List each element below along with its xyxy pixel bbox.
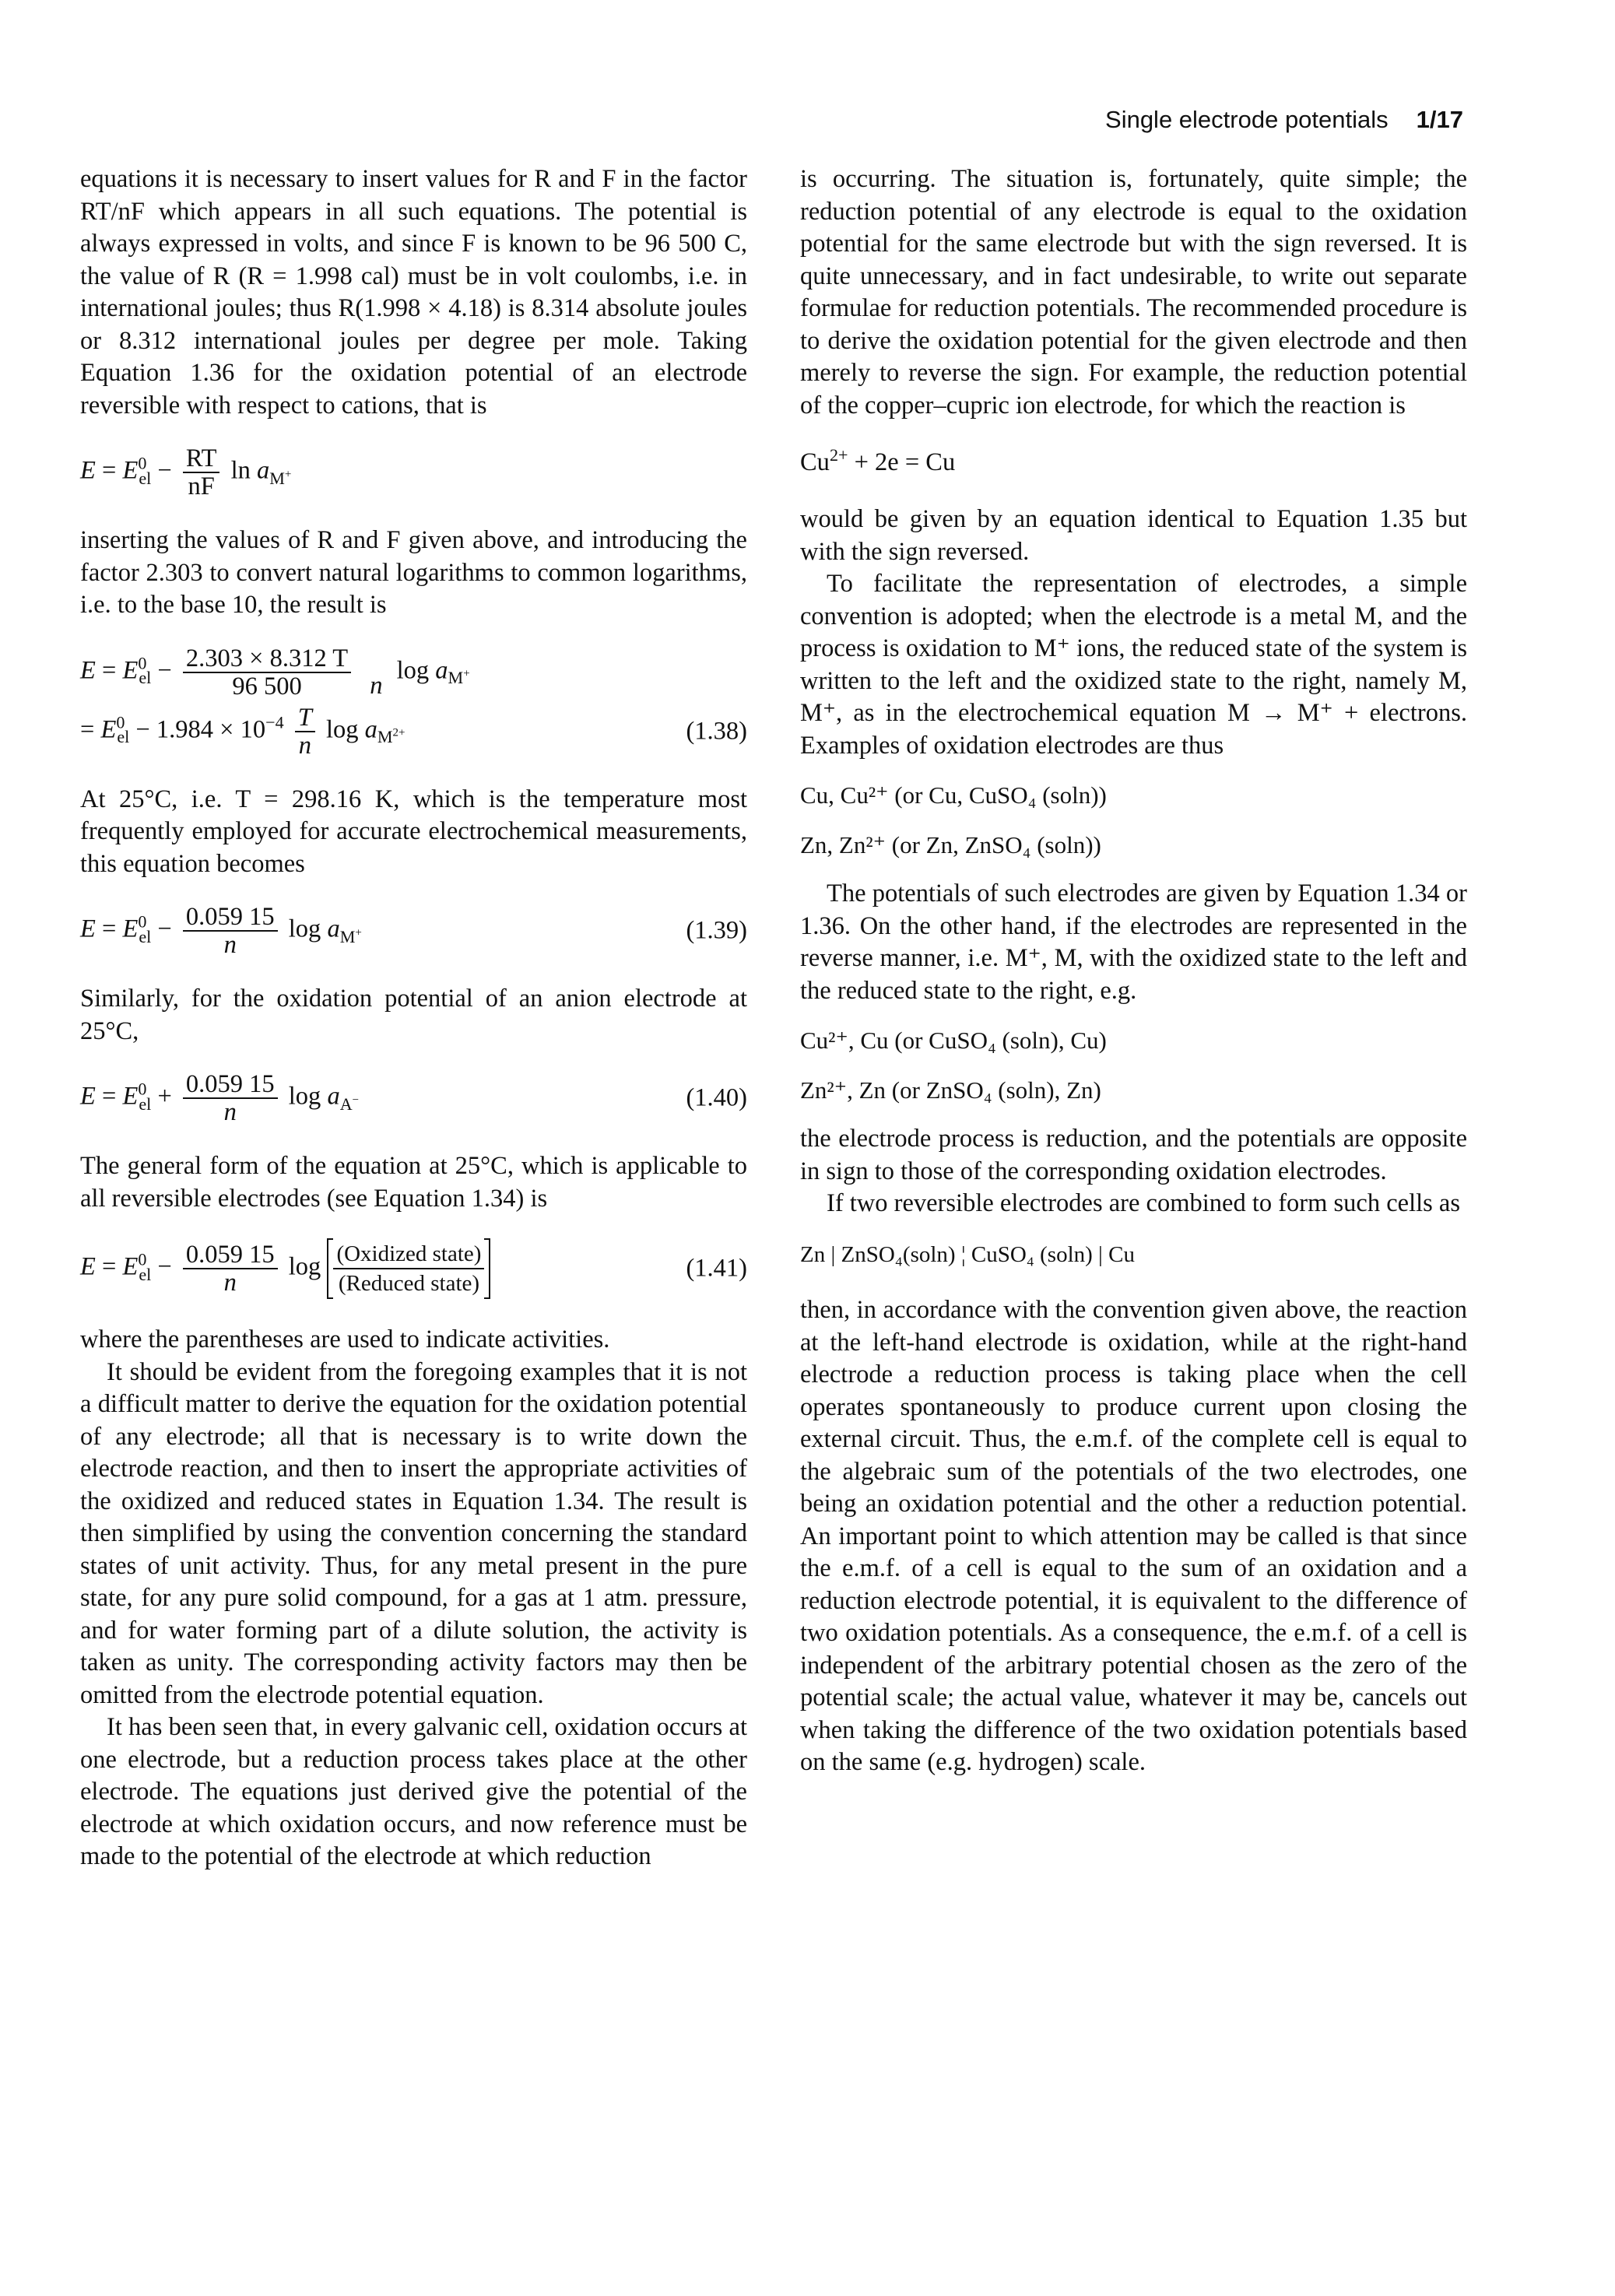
page-number: 1/17 [1416, 106, 1463, 133]
equation-number-1-40: (1.40) [686, 1083, 747, 1112]
left-paragraph-4: Similarly, for the oxidation potential of an anion electrode at 25°C, [80, 985, 747, 1045]
left-paragraph-7: It should be evident from the foregoing examples that it is not a difficult matter to derive the equation for the oxidation potential of any electrode; all that is necessary is to write down the electrode reaction, and then to insert the appropriate activities of the oxidized and reduced states in Equation 1.34. The result is then simplified by using the convention concerning the standard states of unit activity. Thus, for any metal present in the pure state, for any pure solid compound, for a gas at 1 atm. pressure, and for water forming part of a dilute solution, the activity is taken as unity. The corresponding activity factors may then be omitted from the electrode potential equation. [80, 1357, 747, 1709]
left-paragraph-1: equations it is necessary to insert values for R and F in the factor RT/nF which appears in all such equations. The potential is always expressed in volts, and since F is known to be 96 500 C, the value of R (R = 1.998 cal) must be in volt coulombs, i.e. in international joules; thus R(1.998 × 4.18) is 8.314 absolute joules or 8.312 international joules per degree per mole. Taking Equation 1.36 for the oxidation potential of an electrode reversible with respect to cations, that is [80, 165, 747, 420]
equation-copper-reduction: $Cu^{2+} + 2e = Cu$ [800, 444, 956, 476]
left-column [80, 163, 747, 1873]
fraction-denominator: n [223, 1269, 237, 1297]
example-electrode-3: Cu²⁺, Cu (or CuSO₄ (soln), Cu) [800, 1027, 1107, 1055]
right-paragraph-3: To facilitate the representation of electrodes, a simple convention is adopted; when the electrode is a metal M, and the process is oxidation to M⁺ ions, the reduced state of the system is written to the left and the oxidized state to the right, namely M, M⁺, as in the electrochemical equation M → M⁺ + electrons. Examples of oxidation electrodes are thus [800, 570, 1467, 760]
left-paragraph-6: where the parentheses are used to indicate activities. [80, 1325, 610, 1353]
left-paragraph-5: The general form of the equation at 25°C, which is applicable to all reversible electrodes (see Equation 1.34) is [80, 1152, 747, 1213]
equation-number-1-41: (1.41) [686, 1254, 747, 1283]
fraction-numerator: 0.059 15 [183, 1241, 278, 1269]
right-paragraph-4: The potentials of such electrodes are given by Equation 1.34 or 1.36. On the other hand, if the electrodes are represented in the reverse manner, i.e. M⁺, M, with the oxidized state to the left and the reduced state to the right, e.g. [800, 879, 1467, 1005]
fraction-denominator: nF [188, 472, 215, 500]
left-paragraph-8: It has been seen that, in every galvanic cell, oxidation occurs at one electrode, but a reduction process takes place at the other electrode. The equations just derived give the potential of the electrode at which oxidation occurs, and now reference must be made to the potential of the electrode at which reduction [80, 1713, 747, 1870]
example-electrode-2: Zn, Zn²⁺ (or Zn, ZnSO₄ (soln)) [800, 830, 1101, 858]
exponent: −4 [265, 712, 284, 732]
right-column [800, 163, 1467, 1779]
fraction-denominator: n [223, 931, 237, 959]
left-paragraph-2: inserting the values of R and F given above, and introducing the factor 2.303 to convert natural logarithms to common logarithms, i.e. to the base 10, the result is [80, 526, 747, 619]
fraction-numerator: 2.303 × 8.312 T [183, 645, 351, 673]
equation-number-1-38: (1.38) [686, 716, 747, 745]
fraction-2303 [183, 645, 351, 700]
example-electrode-4: Zn²⁺, Zn (or ZnSO₄ (soln), Zn) [800, 1076, 1101, 1104]
activity-bracket [327, 1238, 490, 1299]
right-paragraph-1: is occurring. The situation is, fortunately, quite simple; the reduction potential of any electrode is equal to the oxidation potential for the same electrode but with the sign reversed. It is quite unnecessary, and in fact undesirable, to write out separate formulae for reduction potentials. The recommended procedure is to derive the oxidation potential for the given electrode and then merely to reverse the sign. For example, the reduction potential of the copper–cupric ion electrode, for which the reaction is [800, 165, 1467, 420]
equation-1-38-line-1: $E = E^0_{el}$ − $\frac{2.303 \times 8.312 T}{96 500}$ n $\log a_{M^+}$ [80, 644, 470, 700]
right-paragraph-2: would be given by an equation identical to Equation 1.35 but with the sign reversed. [800, 505, 1467, 566]
fraction-denominator: n [223, 1098, 237, 1126]
fraction-denominator: 96 500 [232, 672, 302, 700]
equation-1-38: = $E^0_{el} - 1.984 \times 10^{-4}$ $\frac{T}{n}$ $\log a_{M^{2+}}$ (1.38) [80, 703, 747, 760]
example-electrode-1: Cu, Cu²⁺ (or Cu, CuSO₄ (soln)) [800, 781, 1107, 809]
right-paragraph-5: the electrode process is reduction, and the potentials are opposite in sign to those of the corresponding oxidation electrodes. [800, 1125, 1467, 1185]
header-title: Single electrode potentials [1105, 106, 1389, 133]
coefficient: 1.984 × 10 [156, 714, 266, 743]
reduced-state: (Reduced state) [338, 1271, 480, 1296]
right-paragraph-7: then, in accordance with the convention given above, the reaction at the left-hand electrode is oxidation, while at the right-hand electrode a reduction process is taking place when the cell operates spontaneously to produce current upon closing the external circuit. Thus, the e.m.f. of the complete cell is equal to the algebraic sum of the potentials of the two electrodes, one being an oxidation potential and the other a reduction potential. An important point to which attention may be called is that since the e.m.f. of a cell is equal to the sum of an oxidation and a reduction electrode potential, it is equivalent to the difference of two oxidation potentials. As a consequence, the e.m.f. of a cell is independent of the arbitrary potential chosen as the zero of the potential scale; the actual value, whatever it may be, cancels out when taking the difference of the two oxidation potentials based on the same (e.g. hydrogen) scale. [800, 1296, 1467, 1777]
cell-notation: Zn | ZnSO₄(soln) ¦ CuSO₄ (soln) | Cu [800, 1241, 1135, 1267]
log-operator: ln [230, 456, 251, 485]
fraction-numerator: 0.059 15 [183, 904, 278, 932]
equation-1-41: $E = E^0_{el}$ − $\frac{0.059 15}{n}$ log $\frac{\text{(Oxidized state)}}{\text{(Reduced state)}}$ (1.41) [80, 1238, 747, 1299]
equation-number-1-39: (1.39) [686, 916, 747, 945]
equation-1-40: $E = E^0_{el}$ + $\frac{0.059 15}{n}$ $\log a_{A^-}$ (1.40) [80, 1070, 747, 1126]
fraction-numerator: 0.059 15 [183, 1071, 278, 1099]
equation-1-39: $E = E^0_{el}$ − $\frac{0.059 15}{n}$ $\log a_{M^+}$ (1.39) [80, 903, 747, 959]
equation-nernst-ln: $E = E^0_{el}$ − $\frac{RT}{nF}$ $\ln a_{M^+}$ [80, 444, 292, 500]
fraction-numerator: RT [183, 445, 220, 473]
left-paragraph-3: At 25°C, i.e. T = 298.16 K, which is the temperature most frequently employed for accurate electrochemical measurements, this equation becomes [80, 785, 747, 878]
fraction-rt-nf [183, 445, 220, 500]
oxidized-state: (Oxidized state) [333, 1240, 484, 1269]
running-header [1105, 106, 1463, 140]
right-paragraph-6: If two reversible electrodes are combined to form such cells as [827, 1189, 1460, 1218]
